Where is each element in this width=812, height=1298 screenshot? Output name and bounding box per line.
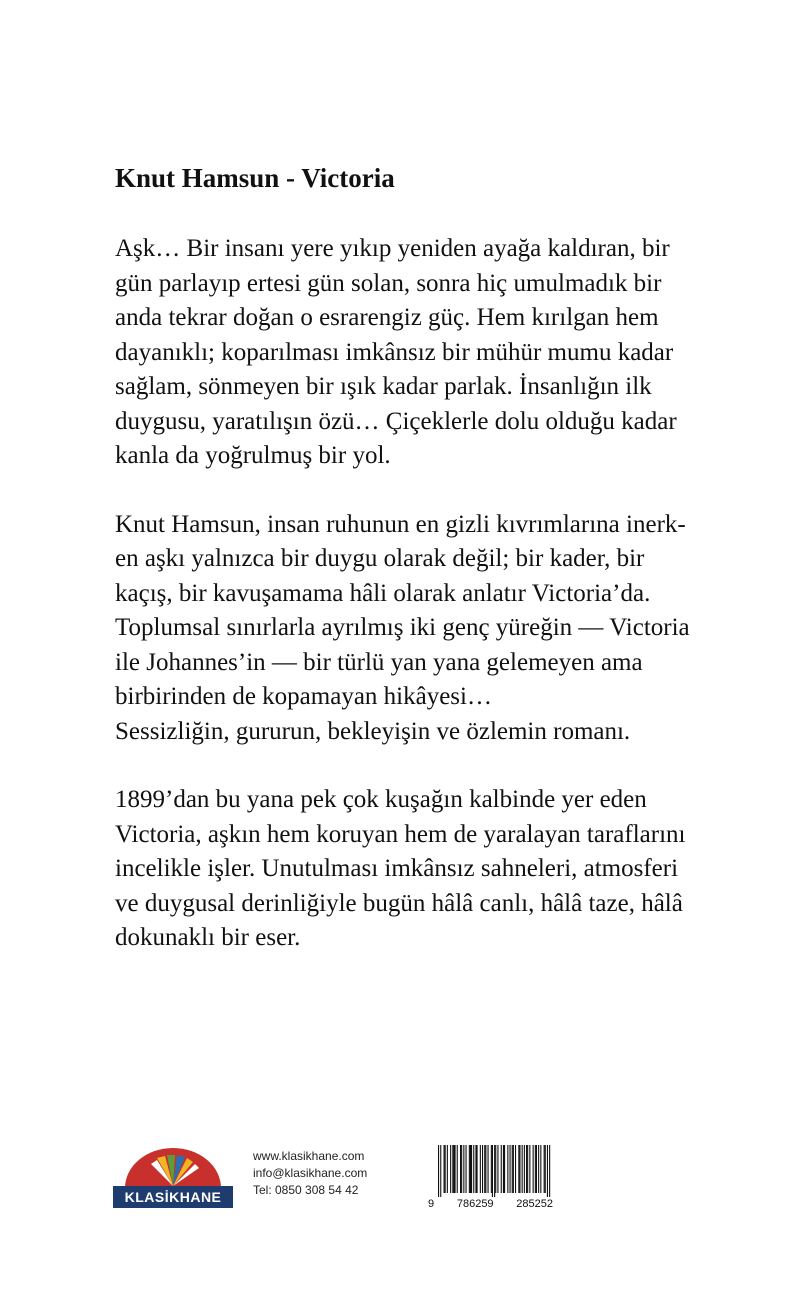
barcode-bar	[519, 1145, 520, 1193]
barcode-bar	[535, 1145, 536, 1193]
barcode-bar	[461, 1145, 462, 1193]
barcode-bar	[536, 1145, 537, 1193]
barcode-bar	[453, 1145, 454, 1193]
barcode-bar	[526, 1145, 527, 1193]
barcode-bar	[482, 1145, 483, 1193]
barcode-bar	[512, 1145, 513, 1193]
barcode-bar	[524, 1145, 525, 1193]
barcode-bar	[450, 1145, 451, 1193]
publisher-footer	[113, 1140, 563, 1215]
barcode-bar	[469, 1145, 470, 1193]
barcode-bar	[533, 1145, 534, 1193]
barcode-bar	[455, 1145, 456, 1193]
email-link[interactable]: info@klasikhane.com	[253, 1166, 368, 1180]
barcode-bar	[501, 1145, 502, 1193]
barcode-bar	[540, 1145, 541, 1193]
text-line: gün parlayıp ertesi gün solan, sonra hiç umulmadık bir	[115, 269, 662, 297]
barcode-bar	[475, 1145, 476, 1193]
barcode-bar	[495, 1145, 496, 1193]
barcode-bar	[440, 1145, 441, 1197]
barcode-bar	[470, 1145, 471, 1193]
text-line: Knut Hamsun, insan ruhunun en gizli kıvrımlarına inerk-	[115, 510, 686, 538]
barcode-bars	[428, 1145, 553, 1197]
text-line: sağlam, sönmeyen bir ışık kadar parlak. İnsanlığın ilk	[115, 373, 652, 400]
barcode-bar	[527, 1145, 528, 1193]
barcode-bar	[471, 1145, 472, 1193]
barcode-bar	[545, 1145, 546, 1193]
barcode-bar	[491, 1145, 492, 1193]
text-line: ve duygusal derinliğiyle bugün hâlâ canlı, hâlâ taze, hâlâ	[115, 889, 683, 917]
barcode-number	[428, 1197, 553, 1211]
text-line: incelikle işler. Unutulması imkânsız sahneleri, atmosferi	[115, 855, 679, 882]
barcode-bar	[494, 1145, 495, 1197]
back-cover-text	[115, 160, 735, 990]
barcode-bar	[457, 1145, 458, 1193]
barcode-bar	[492, 1145, 493, 1197]
barcode-bar	[484, 1145, 485, 1193]
text-line: Sessizliğin, gururun, bekleyişin ve özlemin romanı.	[115, 717, 631, 745]
text-line: 1899’dan bu yana pek çok kuşağın kalbinde yer eden	[115, 786, 647, 813]
book-fan-icon	[113, 1146, 233, 1188]
barcode-bar	[473, 1145, 474, 1193]
barcode-bar	[549, 1145, 550, 1197]
barcode-bar	[463, 1145, 464, 1193]
text-line: duygusu, yaratılışın özü… Çiçeklerle dolu olduğu kadar	[115, 407, 677, 435]
barcode-bar	[485, 1145, 486, 1193]
barcode-bar	[547, 1145, 548, 1197]
text-line: Aşk… Bir insanı yere yıkıp yeniden ayağa kaldıran, bir	[115, 235, 670, 262]
text-line: en aşkı yalnızca bir duygu olarak değil; bir kader, bir	[115, 545, 645, 572]
barcode-digit-group-2: 285252	[516, 1198, 553, 1210]
text-line: dayanıklı; koparılması imkânsız bir mühür mumu kadar	[115, 338, 674, 366]
barcode-bar	[488, 1145, 489, 1193]
isbn-barcode	[428, 1145, 553, 1213]
barcode-bar	[515, 1145, 516, 1193]
logo-wordmark: KLASİKHANE	[113, 1186, 233, 1208]
text-line: Toplumsal sınırlarla ayrılmış iki genç yüreğin — Victoria	[115, 614, 690, 641]
paragraph-1	[115, 232, 735, 474]
barcode-bar	[529, 1145, 530, 1193]
text-line: anda tekrar doğan o esrarengiz güç. Hem kırılgan hem	[115, 304, 659, 331]
barcode-bar	[544, 1145, 545, 1193]
text-line: kaçış, bir kavuşamama hâli olarak anlatır Victoria’da.	[115, 579, 651, 607]
paragraph-3	[115, 783, 735, 956]
barcode-bar	[445, 1145, 446, 1193]
barcode-bar	[466, 1145, 467, 1193]
barcode-bar	[504, 1145, 505, 1193]
text-line: birbirinden de kopamayan hikâyesi…	[115, 683, 492, 710]
paragraph-2	[115, 508, 735, 750]
text-line: kanla da yoğrulmuş bir yol.	[115, 442, 391, 469]
phone-number: Tel: 0850 308 54 42	[253, 1183, 359, 1197]
text-line: dokunaklı bir eser.	[115, 924, 301, 951]
barcode-bar	[522, 1145, 523, 1193]
text-line: Victoria, aşkın hem koruyan hem de yaralayan taraflarını	[115, 820, 686, 848]
barcode-bar	[438, 1145, 439, 1197]
publisher-logo	[113, 1146, 233, 1208]
text-line: ile Johannes’in — bir türlü yan yana gelemeyen ama	[115, 648, 643, 676]
barcode-bar	[503, 1145, 504, 1193]
barcode-bar	[477, 1145, 478, 1193]
book-title: Knut Hamsun - Victoria	[115, 163, 395, 193]
barcode-digit-prefix: 9	[428, 1198, 435, 1210]
barcode-bar	[513, 1145, 514, 1193]
barcode-bar	[444, 1145, 445, 1193]
barcode-bar	[518, 1145, 519, 1193]
barcode-bar	[497, 1145, 498, 1193]
barcode-bar	[480, 1145, 481, 1193]
barcode-bar	[460, 1145, 461, 1193]
publisher-contacts	[253, 1148, 367, 1199]
barcode-bar	[507, 1145, 508, 1193]
website-link[interactable]: www.klasikhane.com	[253, 1149, 365, 1163]
barcode-bar	[452, 1145, 453, 1193]
barcode-digit-group-1: 786259	[456, 1198, 494, 1210]
barcode-bar	[538, 1145, 539, 1193]
barcode-bar	[447, 1145, 448, 1193]
barcode-bar	[510, 1145, 511, 1193]
